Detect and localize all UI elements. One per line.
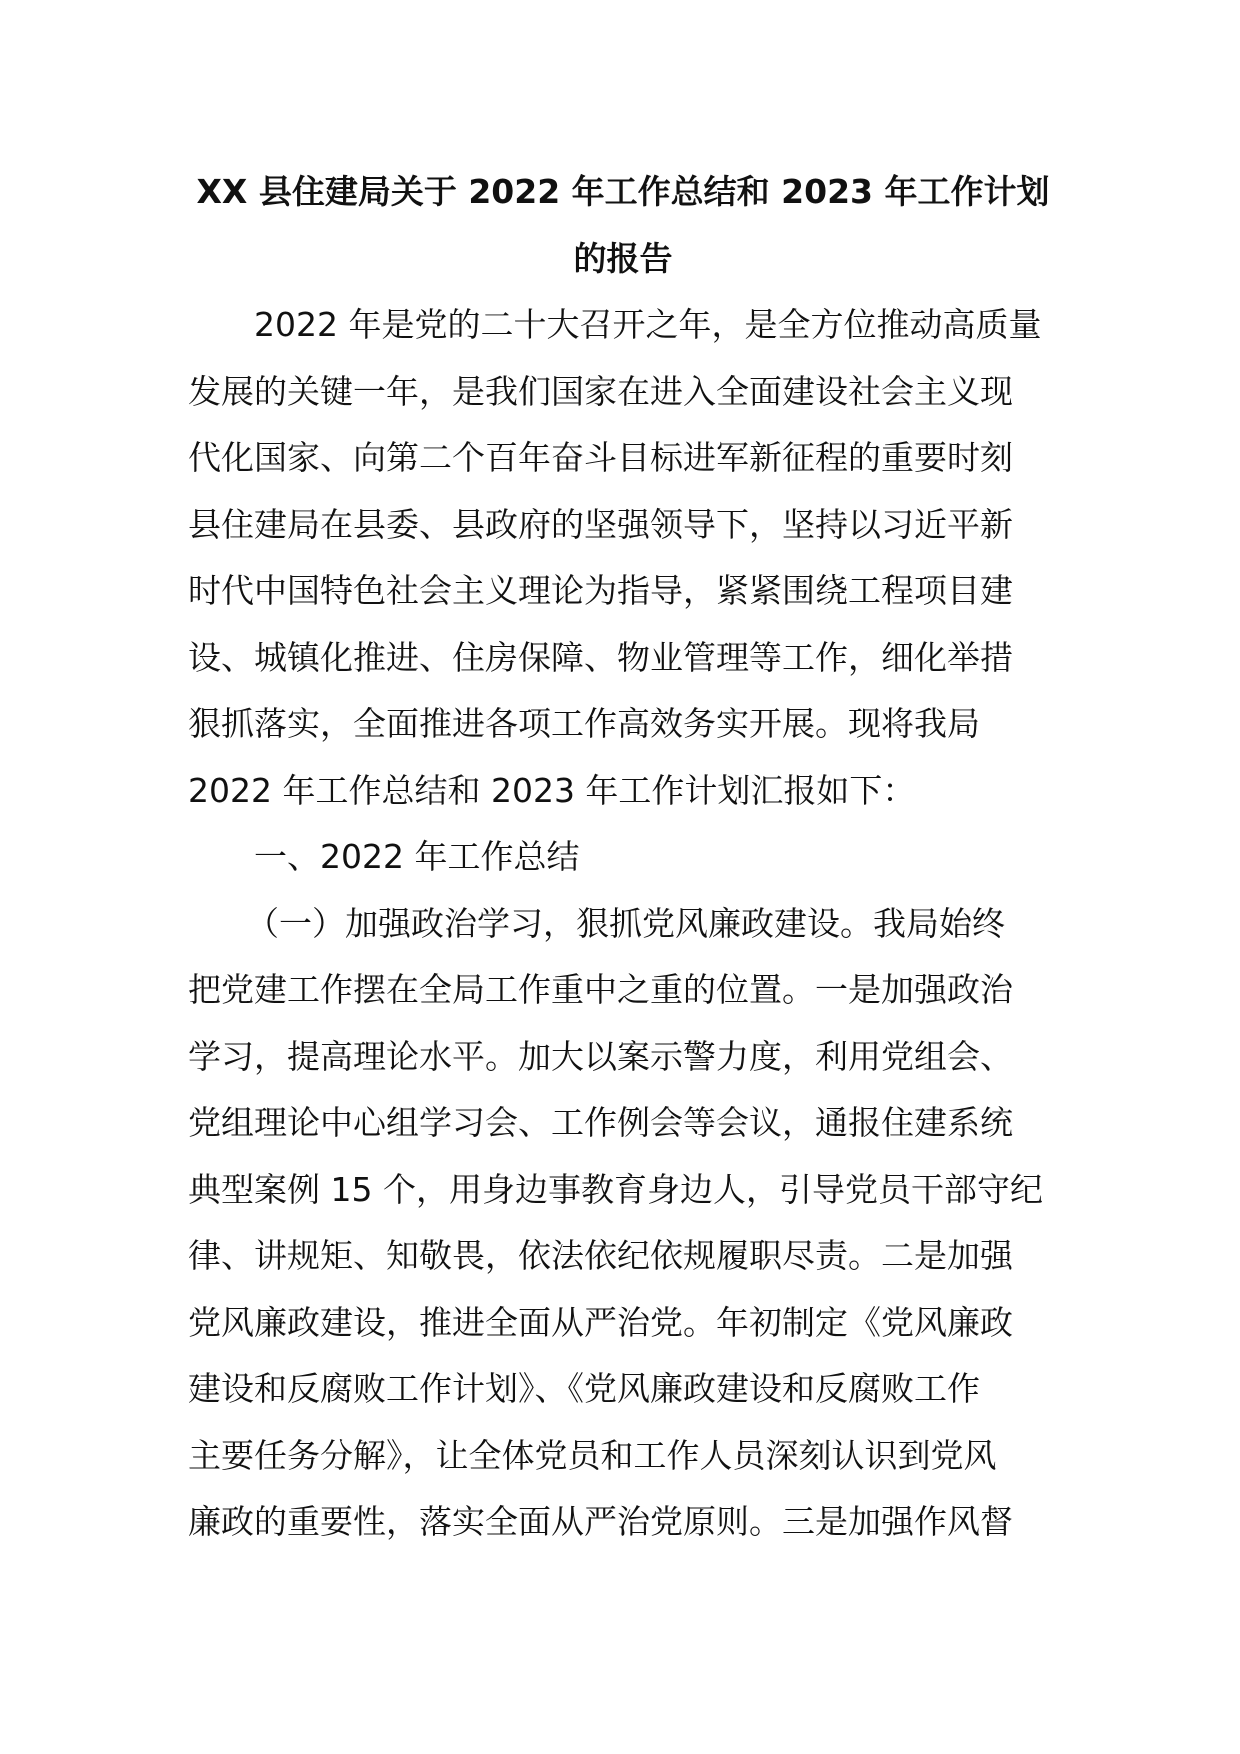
document-page (188, 158, 1058, 1556)
intro-paragraph (188, 292, 1058, 824)
title-line: XX 县住建局关于 2022 年工作总结和 2023 年工作计划 (196, 172, 1050, 211)
section-heading (188, 824, 1058, 891)
paragraph-line: 学习，提高理论水平。加大以案示警力度，利用党组会、 (188, 1036, 1013, 1076)
paragraph-line: 发展的关键一年，是我们国家在进入全面建设社会主义现 (188, 371, 1013, 411)
paragraph-line: 狠抓落实，全面推进各项工作高效务实开展。现将我局 (188, 704, 980, 743)
paragraph-line: 建设和反腐败工作计划》、《党风廉政建设和反腐败工作 (188, 1369, 980, 1408)
paragraph-line: 把党建工作摆在全局工作重中之重的位置。一是加强政治 (188, 970, 1013, 1009)
document-title (188, 158, 1058, 292)
section-heading-text: 一、2022 年工作总结 (254, 837, 580, 876)
paragraph-line: 党组理论中心组学习会、工作例会等会议，通报住建系统 (188, 1103, 1013, 1142)
paragraph-line: 县住建局在县委、县政府的坚强领导下，坚持以习近平新 (188, 504, 1013, 544)
paragraph-line: 设、城镇化推进、住房保障、物业管理等工作，细化举措 (188, 637, 1013, 677)
paragraph-line: 2022 年是党的二十大召开之年，是全方位推动高质量 (254, 305, 1042, 344)
subsection-paragraph (188, 891, 1058, 1556)
paragraph-line: 2022 年工作总结和 2023 年工作计划汇报如下： (188, 770, 916, 810)
paragraph-line: 时代中国特色社会主义理论为指导，紧紧围绕工程项目建 (188, 571, 1013, 610)
paragraph-line: 廉政的重要性，落实全面从严治党原则。三是加强作风督 (188, 1502, 1013, 1541)
paragraph-line: 主要任务分解》，让全体党员和工作人员深刻认识到党风 (188, 1435, 997, 1475)
paragraph-line: 代化国家、向第二个百年奋斗目标进军新征程的重要时刻 (188, 438, 1013, 477)
title-line: 的报告 (573, 239, 673, 278)
paragraph-line: 典型案例 15 个，用身边事教育身边人，引导党员干部守纪 (188, 1169, 1043, 1209)
paragraph-line: （一）加强政治学习，狠抓党风廉政建设。我局始终 (246, 903, 1005, 943)
paragraph-line: 律、讲规矩、知敬畏，依法依纪依规履职尽责。二是加强 (188, 1236, 1013, 1275)
paragraph-line: 党风廉政建设，推进全面从严治党。年初制定《党风廉政 (188, 1302, 1013, 1342)
